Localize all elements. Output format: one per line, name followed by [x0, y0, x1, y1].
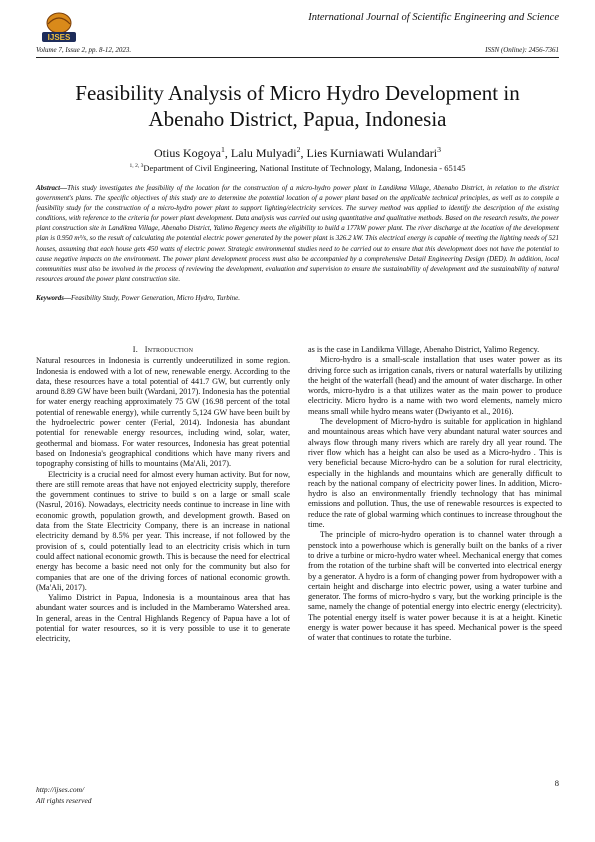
author-sup: 2 — [296, 145, 301, 154]
journal-logo — [36, 10, 82, 44]
author-list: Otius Kogoya$^1$, Lalu Mulyadi$^2$, Lies Kurniawati Wulandari$^3$ — [154, 145, 441, 160]
paper-title: Feasibility Analysis of Micro Hydro Development in Abenaho District, Papua, Indonesia — [75, 81, 520, 131]
paragraph: Natural resources in Indonesia is currently undeerutilized in some region. Indonesia is endowed with a lot of new, renewable energy. According to the data, these resources have a total potential of 441.7 GW, but currently only around 8.89 GW have been built (Wardani, 2017). Indonesia has the potential for water energy reaching approximately 75 GW (16.98 percent of the total potential of renewable energy), while currently 5,124 GW have been built by the hydroelectric power center (Ferial, 2014). Indonesia has abundant potential for renewable energy resources, including wind, solar, water, geothermal and biomass. For water resources, Indonesia has great potential based on Indonesia's geographical conditions which have many rivers and topography consisting of hills to mountains (Ma'Ali, 2017). — [36, 356, 290, 469]
paragraph: The development of Micro-hydro is suitable for application in highland and mountainous areas which have very abundant natural water sources and always flow through many rivers which are rarely dry all year round. The river flow which has a height can also be used as a Micro-hydro . This is very beneficial because Micro-hydro can be a solution for rural electricity, especially in the highlands and mountains which are generally difficult to reach by the national company of electricity power lines. In addition, Micro-hydro is also an environmentally friendly technology that has minimal emissions and pollution. Thus, the use of renewable resources is expected to reduce the rate of global warming which continues to increase throughout the time. — [308, 417, 562, 530]
affiliation — [40, 163, 555, 173]
abstract: Abstract—This study investigates the feasibility of the location for the construction of a micro-hydro power plant in Landikma Village, Abenaho District, in relation to the district government's plans. The specific objectives of this study are to determine the potential location of a power plant based on the applicable technical principles, as well as to compile a feasibility study for the construction of a micro-hydro power plant to support lighting/electricity services. The survey method was applied to identify the description of the existing conditions, with reference to the criteria for power plant development. Data analysis was carried out using quantitative and qualitative methods. Based on the research results, the power plant construction site in Landikma Village, Abenaho District, Yalimo Regency meets the eligibility to build a 177kW power plant. The river discharge at the location of the development plan is 0.950 m³/s, so the result of calculating the potential electric power generated by the power plant is 326.2 kW. This electrical energy is capable of meeting the lighting needs of 521 houses, assuming that each house gets 450 watts of electric power. Strategic environmental studies need to be carried out to ensure that this development does not have the potential to cause negative impacts on the environment. The power plant development process must also be accompanied by a comprehensive Detail Engineering Design (DED). In addition, local communities must also be involved in the process of reviewing the development, evaluation and supervision to ensure the sustainability of development and the sustainability of natural resources around the power plant construction site. — [36, 184, 559, 283]
paragraph: The principle of micro-hydro operation is to channel water through a penstock into a powerhouse which is generally built on the banks of a river to drive a turbine or micro-hydro water wheel. Mechanical energy that comes from the rotation of the turbine shaft will be converted into electrical energy by a generator. A hydro is a form of changing power from hydropower with a certain height and discharge into electric power, using a water turbine and generator. The forms of micro-hydro s vary, but the working principle is the same, namely the change of potential energy into electric energy (electricity). The potential energy itself is water power because it is at a height. Kinetic energy is water power because it has speed. Mechanical power is the speed of water that continues to rotate the turbine. — [308, 530, 562, 643]
author-name: Lalu Mulyadi — [230, 146, 297, 160]
body-column-left — [36, 345, 290, 645]
volume-info: Volume 7, Issue 2, pp. 8-12, 2023. — [36, 46, 132, 54]
header-rule — [36, 57, 559, 58]
body-column-right — [308, 345, 562, 644]
paragraph: Micro-hydro is a small-scale installation that uses water power as its driving force such as irrigation canals, rivers or natural waterfalls by utilizing the height of the waterfall (head) and the amount of water discharge. In other words, micro-hydro is a that utilizes water as the main power to produce electricity. Micro hydro is a name with two word elements, namely micro means small while hydro means water (Dwiyanto et al., 2016). — [308, 355, 562, 416]
author-sup: 3 — [437, 145, 441, 154]
paragraph: Yalimo District in Papua, Indonesia is a mountainous area that has abundant water sources and is included in the Mamberamo Watershed area. In general, areas in the Central Highlands Regency of Papua have a lot of potential for water resources, so it is very possible to use it to generate electricity, — [36, 593, 290, 644]
footer — [36, 780, 92, 806]
section-title: Introduction — [144, 345, 194, 354]
svg-text:IJSES: IJSES — [47, 33, 71, 42]
page-number: 8 — [554, 778, 559, 788]
issn: ISSN (Online): 2456-7361 — [485, 46, 559, 54]
footer-rights: All rights reserved — [36, 796, 92, 805]
journal-name: International Journal of Scientific Engineering and Science — [308, 12, 559, 23]
section-heading — [36, 345, 290, 355]
author-name: Lies Kurniawati Wulandari — [306, 146, 438, 160]
keywords-label: Keywords — [36, 294, 64, 302]
keywords-text: Feasibility Study, Power Generation, Micro Hydro, Turbine. — [71, 294, 241, 302]
paragraph: Electricity is a crucial need for almost every human activity. But for now, there are still remote areas that have not enjoyed electricity supply, therefore the government continues to strive to build s on a large or small scale (Nasrul, 2016). Nowadays, electricity needs continue to increase in line with economic growth, population growth, and development growth. Based on data from the State Electricity Company, there is an increase in national electricity demand by 8.5% per year. This increase, if not followed by the provision of s, could potentially lead to an electricity crisis which in turn could affect national economic growth. This is because the need for electrical energy has become a basic need not only for the community but also for companies that are one of the driving forces of national economic growth. (Ma'Ali, 2017). — [36, 469, 290, 592]
paragraph: as is the case in Landikma Village, Abenaho District, Yalimo Regency. — [308, 345, 540, 354]
keywords: Keywords—Feasibility Study, Power Generation, Micro Hydro, Turbine. — [36, 294, 241, 302]
section-number: I. — [132, 345, 138, 354]
footer-url[interactable]: http://ijses.com/ — [36, 785, 85, 794]
abstract-text: This study investigates the feasibility of the location for the construction of a micro-hydro power plant in Landikma Village, Abenaho District, in relation to the district government's plans. The specific objectives of this study are to determine the potential location of a power plant based on the applicable technical principles, as well as to compile a feasibility study for the construction of a micro-hydro power plant to support lighting/electricity services. The survey method was applied to identify the description of the existing conditions, with reference to the criteria for power plant development. Data analysis was carried out using quantitative and qualitative methods. Based on the research results, the power plant construction site in Landikma Village, Abenaho District, Yalimo Regency meets the eligibility to build a 177kW power plant. The river discharge at the location of the development plan is 0.950 m³/s, so the result of calculating the potential electric power generated by the power plant is 326.2 kW. This electrical energy is capable of meeting the lighting needs of 521 houses, assuming that each house gets 450 watts of electric power. Strategic environmental studies need to be carried out to ensure that this development does not have the potential to cause negative impacts on the environment. The power plant development process must also be accompanied by a comprehensive Detail Engineering Design (DED). In addition, local communities must also be involved in the process of reviewing the development, evaluation and supervision to ensure the sustainability of development and the sustainability of natural resources around the power plant construction site. — [36, 184, 559, 283]
affiliation-text: Department of Civil Engineering, National Institute of Technology, Malang, Indonesia - 65145 — [143, 163, 466, 173]
affiliation-sup: 1, 2, 3 — [129, 163, 144, 170]
author-name: Otius Kogoya — [154, 146, 222, 160]
abstract-label: Abstract — [36, 184, 61, 192]
author-sup: 1 — [221, 145, 225, 154]
